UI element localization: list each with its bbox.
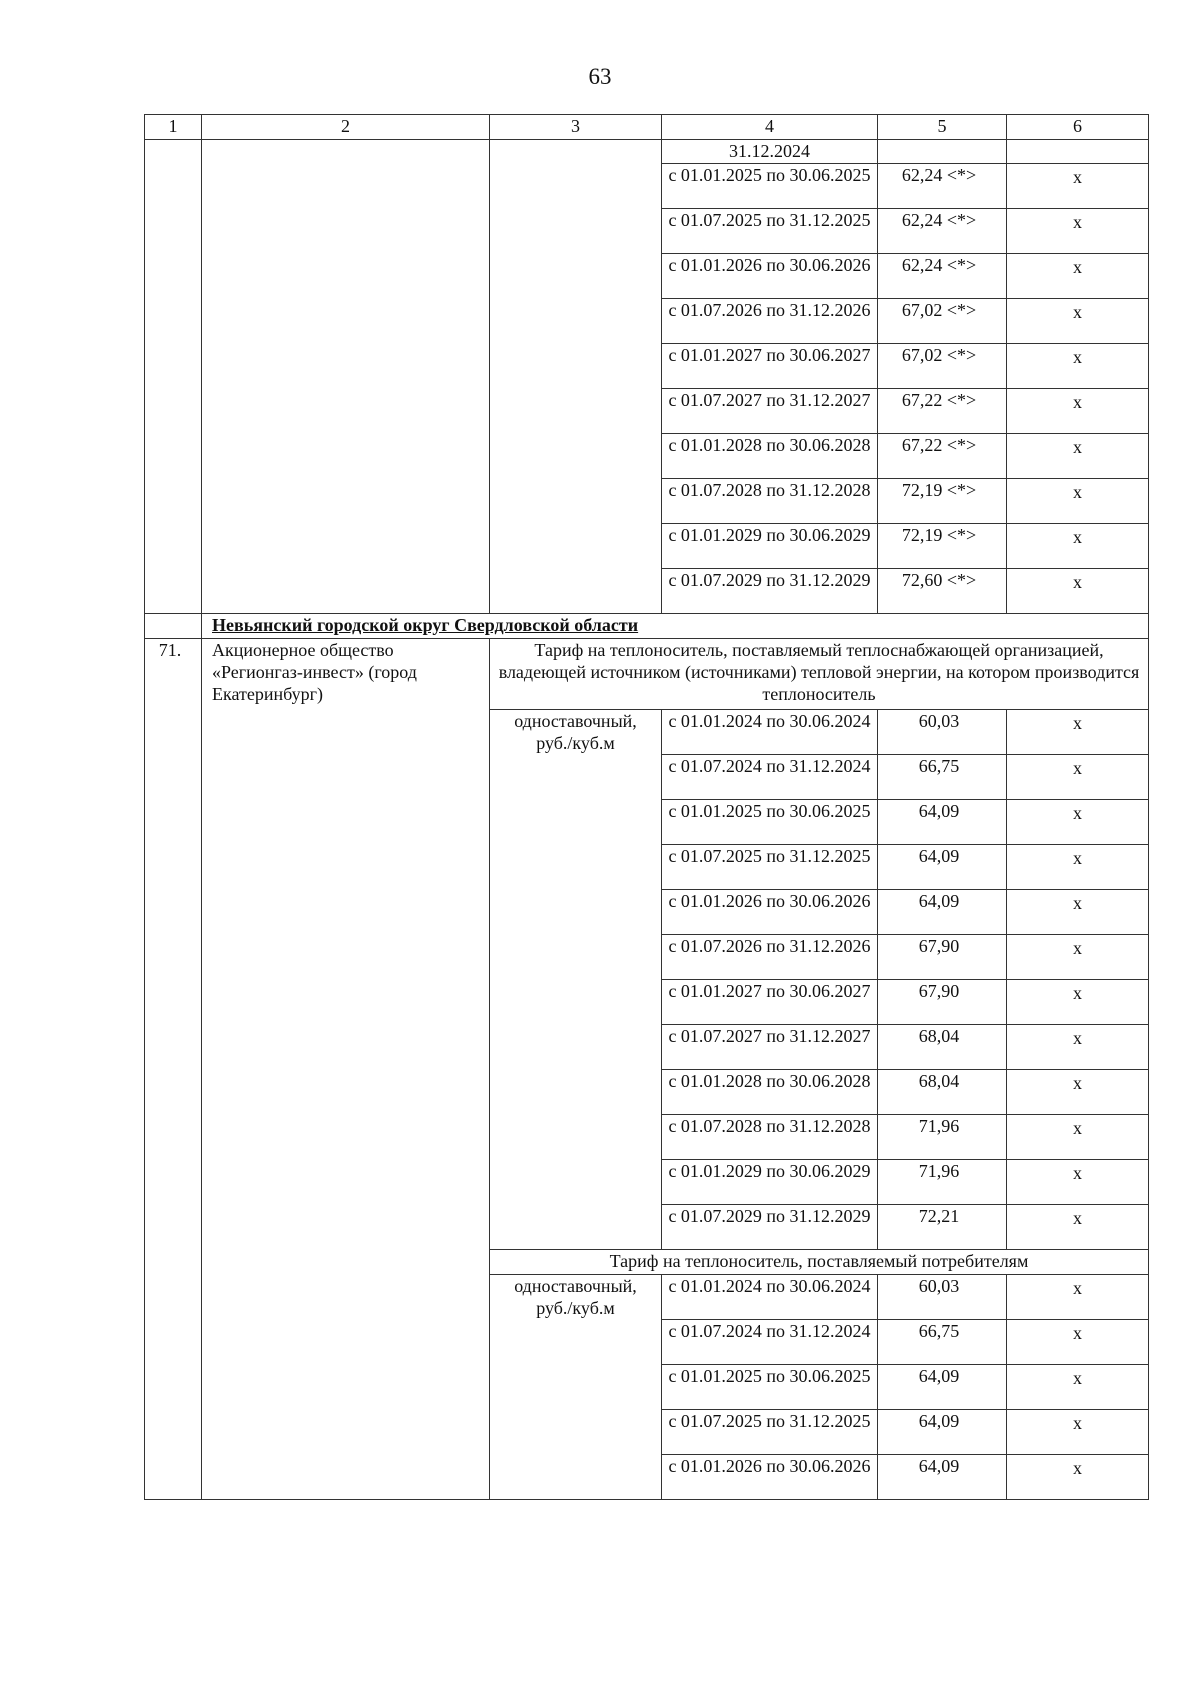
organization-name: Акционерное общество «Регионгаз-инвест» (город Екатеринбург) [202,639,490,1500]
period-cell: с 01.07.2024 по 31.12.2024 [662,1320,878,1365]
mark-cell: х [1007,254,1149,299]
period-cell: 31.12.2024 [662,140,878,164]
mark-cell: х [1007,890,1149,935]
entry-number: 71. [145,639,202,1500]
period-cell: с 01.01.2028 по 30.06.2028 [662,1070,878,1115]
period-cell: с 01.07.2029 по 31.12.2029 [662,1205,878,1250]
period-cell: с 01.07.2025 по 31.12.2025 [662,1410,878,1455]
mark-cell: х [1007,344,1149,389]
period-cell: с 01.01.2025 по 30.06.2025 [662,164,878,209]
mark-cell: х [1007,1160,1149,1205]
period-cell: с 01.01.2025 по 30.06.2025 [662,1365,878,1410]
column-number: 4 [662,115,878,140]
mark-cell: х [1007,1410,1149,1455]
value-cell: 66,75 [878,755,1007,800]
period-cell: с 01.01.2029 по 30.06.2029 [662,1160,878,1205]
period-cell: с 01.01.2024 по 30.06.2024 [662,710,878,755]
column-number: 6 [1007,115,1149,140]
column-number: 5 [878,115,1007,140]
value-cell: 64,09 [878,800,1007,845]
tariff-type-cell: одноставочный, руб./куб.м [490,1275,662,1500]
mark-cell: х [1007,569,1149,614]
mark-cell: х [1007,1275,1149,1320]
number-cell [145,614,202,639]
value-cell: 67,90 [878,980,1007,1025]
value-cell: 60,03 [878,1275,1007,1320]
value-cell: 62,24 <*> [878,254,1007,299]
mark-cell: х [1007,1025,1149,1070]
column-number: 3 [490,115,662,140]
table-row [145,140,1149,164]
period-cell: с 01.07.2029 по 31.12.2029 [662,569,878,614]
page-number: 63 [588,64,612,89]
mark-cell: х [1007,1365,1149,1410]
mark-cell: х [1007,1320,1149,1365]
mark-cell: х [1007,209,1149,254]
tariff-table [144,114,1149,1500]
value-cell: 67,22 <*> [878,389,1007,434]
value-cell: 64,09 [878,890,1007,935]
period-cell: с 01.07.2026 по 31.12.2026 [662,935,878,980]
tariff-type-cell [490,140,662,614]
section-title: Тариф на теплоноситель, поставляемый потребителям [490,1250,1149,1275]
mark-cell: х [1007,164,1149,209]
period-cell: с 01.07.2028 по 31.12.2028 [662,479,878,524]
value-cell: 72,19 <*> [878,524,1007,569]
period-cell: с 01.01.2026 по 30.06.2026 [662,254,878,299]
number-cell [145,140,202,614]
value-cell: 72,21 [878,1205,1007,1250]
period-cell: с 01.07.2024 по 31.12.2024 [662,755,878,800]
value-cell: 68,04 [878,1070,1007,1115]
period-cell: с 01.07.2025 по 31.12.2025 [662,845,878,890]
section-title: Тариф на теплоноситель, поставляемый теплоснабжающей организацией, владеющей источником (источниками) тепловой энергии, на котором производится теплоноситель [490,639,1149,710]
mark-cell: х [1007,1115,1149,1160]
mark-cell [1007,140,1149,164]
section-title-row [145,639,1149,710]
mark-cell: х [1007,1070,1149,1115]
period-cell: с 01.07.2027 по 31.12.2027 [662,389,878,434]
mark-cell: х [1007,755,1149,800]
value-cell: 66,75 [878,1320,1007,1365]
mark-cell: х [1007,479,1149,524]
mark-cell: х [1007,845,1149,890]
value-cell [878,140,1007,164]
value-cell: 64,09 [878,845,1007,890]
mark-cell: х [1007,524,1149,569]
mark-cell: х [1007,800,1149,845]
value-cell: 72,60 <*> [878,569,1007,614]
period-cell: с 01.07.2026 по 31.12.2026 [662,299,878,344]
value-cell: 67,22 <*> [878,434,1007,479]
mark-cell: х [1007,434,1149,479]
period-cell: с 01.07.2027 по 31.12.2027 [662,1025,878,1070]
period-cell: с 01.01.2026 по 30.06.2026 [662,1455,878,1500]
region-heading: Невьянский городской округ Свердловской области [202,614,1149,639]
mark-cell: х [1007,299,1149,344]
value-cell: 67,02 <*> [878,344,1007,389]
value-cell: 71,96 [878,1160,1007,1205]
value-cell: 60,03 [878,710,1007,755]
period-cell: с 01.07.2025 по 31.12.2025 [662,209,878,254]
mark-cell: х [1007,710,1149,755]
period-cell: с 01.01.2027 по 30.06.2027 [662,980,878,1025]
column-number: 2 [202,115,490,140]
value-cell: 68,04 [878,1025,1007,1070]
mark-cell: х [1007,980,1149,1025]
mark-cell: х [1007,1455,1149,1500]
mark-cell: х [1007,935,1149,980]
value-cell: 64,09 [878,1410,1007,1455]
period-cell: с 01.01.2027 по 30.06.2027 [662,344,878,389]
period-cell: с 01.01.2024 по 30.06.2024 [662,1275,878,1320]
value-cell: 62,24 <*> [878,164,1007,209]
period-cell: с 01.01.2028 по 30.06.2028 [662,434,878,479]
value-cell: 64,09 [878,1455,1007,1500]
value-cell: 67,02 <*> [878,299,1007,344]
value-cell: 67,90 [878,935,1007,980]
value-cell: 72,19 <*> [878,479,1007,524]
value-cell: 64,09 [878,1365,1007,1410]
period-cell: с 01.01.2025 по 30.06.2025 [662,800,878,845]
value-cell: 62,24 <*> [878,209,1007,254]
column-number-row [145,115,1149,140]
mark-cell: х [1007,389,1149,434]
value-cell: 71,96 [878,1115,1007,1160]
tariff-type-cell: одноставочный, руб./куб.м [490,710,662,1250]
column-number: 1 [145,115,202,140]
period-cell: с 01.01.2026 по 30.06.2026 [662,890,878,935]
mark-cell: х [1007,1205,1149,1250]
period-cell: с 01.07.2028 по 31.12.2028 [662,1115,878,1160]
organization-cell [202,140,490,614]
period-cell: с 01.01.2029 по 30.06.2029 [662,524,878,569]
region-row [145,614,1149,639]
